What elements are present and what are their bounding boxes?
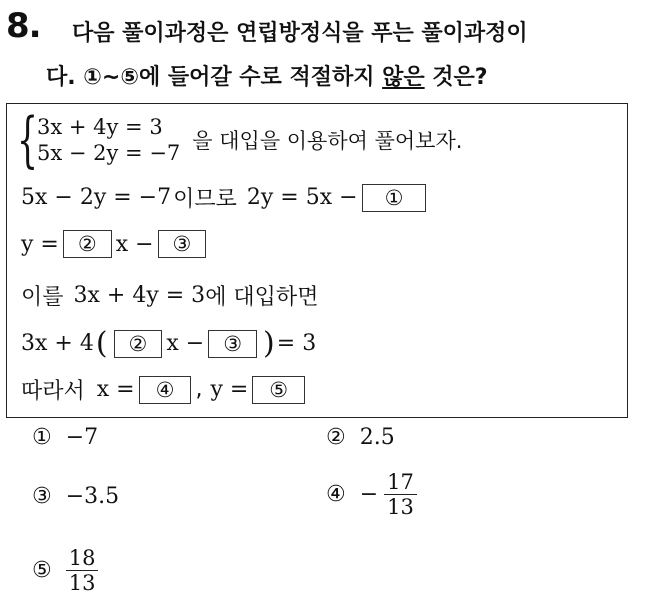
option-4-mark: ④ <box>326 482 346 507</box>
option-5-numerator: 18 <box>66 546 99 571</box>
row-5-x: x = <box>96 377 135 402</box>
solution-box <box>6 103 628 418</box>
blank-2: ② <box>63 230 112 258</box>
row-1-equation: 5x − 2y = −7 <box>21 185 172 210</box>
blank-1: ① <box>362 184 427 212</box>
option-5-fraction <box>66 546 99 595</box>
row-1 <box>21 182 430 213</box>
question-number: 8. <box>6 6 41 46</box>
option-2[interactable] <box>326 425 395 450</box>
row-5 <box>21 374 309 405</box>
row-3 <box>21 280 318 311</box>
question-emphasis: 않은 <box>382 65 425 90</box>
option-5-denominator: 13 <box>68 571 96 595</box>
blank-4: ④ <box>139 376 192 404</box>
option-1-mark: ① <box>32 425 52 450</box>
option-5-mark: ⑤ <box>32 558 52 583</box>
question-line-2-prefix: 다. ①~⑤에 들어갈 수로 적절하지 <box>46 65 383 90</box>
option-3-value: −3.5 <box>65 484 120 509</box>
row-2 <box>21 230 210 258</box>
equation-1: 3x + 4y = 3 <box>37 115 163 139</box>
blank-3: ③ <box>158 230 207 258</box>
row-4 <box>21 326 316 361</box>
option-3-mark: ③ <box>32 484 52 509</box>
row-3-equation: 3x + 4y = 3 <box>73 283 206 308</box>
row-4-mid: x − <box>166 331 205 356</box>
equation-system <box>17 105 463 175</box>
row-1-connector: 이므로 <box>173 187 237 212</box>
option-4-numerator: 17 <box>384 470 417 495</box>
close-paren-icon: ) <box>263 326 275 361</box>
option-1-value: −7 <box>65 425 99 450</box>
option-5[interactable] <box>32 546 98 595</box>
option-2-value: 2.5 <box>359 425 395 450</box>
row-5-prefix: 따라서 <box>21 379 85 404</box>
row-4-rhs: = 3 <box>276 331 317 356</box>
option-3[interactable] <box>32 484 119 509</box>
system-instruction: 을 대입을 이용하여 풀어보자. <box>192 129 463 153</box>
option-1[interactable] <box>32 425 98 450</box>
row-2-mid: x − <box>115 231 154 257</box>
row-2-lhs: y = <box>21 231 59 257</box>
blank-3-repeat: ③ <box>208 330 257 358</box>
question-line-2 <box>46 60 488 91</box>
row-3-prefix: 이를 <box>21 285 64 310</box>
option-4-sign: − <box>359 482 379 507</box>
equation-2: 5x − 2y = −7 <box>37 141 181 165</box>
option-2-mark: ② <box>326 425 346 450</box>
brace-icon: { <box>17 105 39 175</box>
row-4-lhs: 3x + 4 <box>21 331 94 356</box>
question-line-2-suffix: 것은? <box>424 65 488 90</box>
row-1-rhs: 2y = 5x − <box>246 185 358 210</box>
blank-5: ⑤ <box>252 376 305 404</box>
option-4-denominator: 13 <box>387 495 414 519</box>
open-paren-icon: ( <box>95 326 108 361</box>
question-line-1: 다음 풀이과정은 연립방정식을 푸는 풀이과정이 <box>72 21 528 46</box>
row-5-y: y = <box>210 377 249 402</box>
row-3-suffix: 에 대입하면 <box>205 285 319 310</box>
option-4-fraction <box>384 470 417 519</box>
option-4[interactable] <box>326 470 417 519</box>
row-5-separator: , <box>195 377 203 402</box>
blank-2-repeat: ② <box>114 330 163 358</box>
